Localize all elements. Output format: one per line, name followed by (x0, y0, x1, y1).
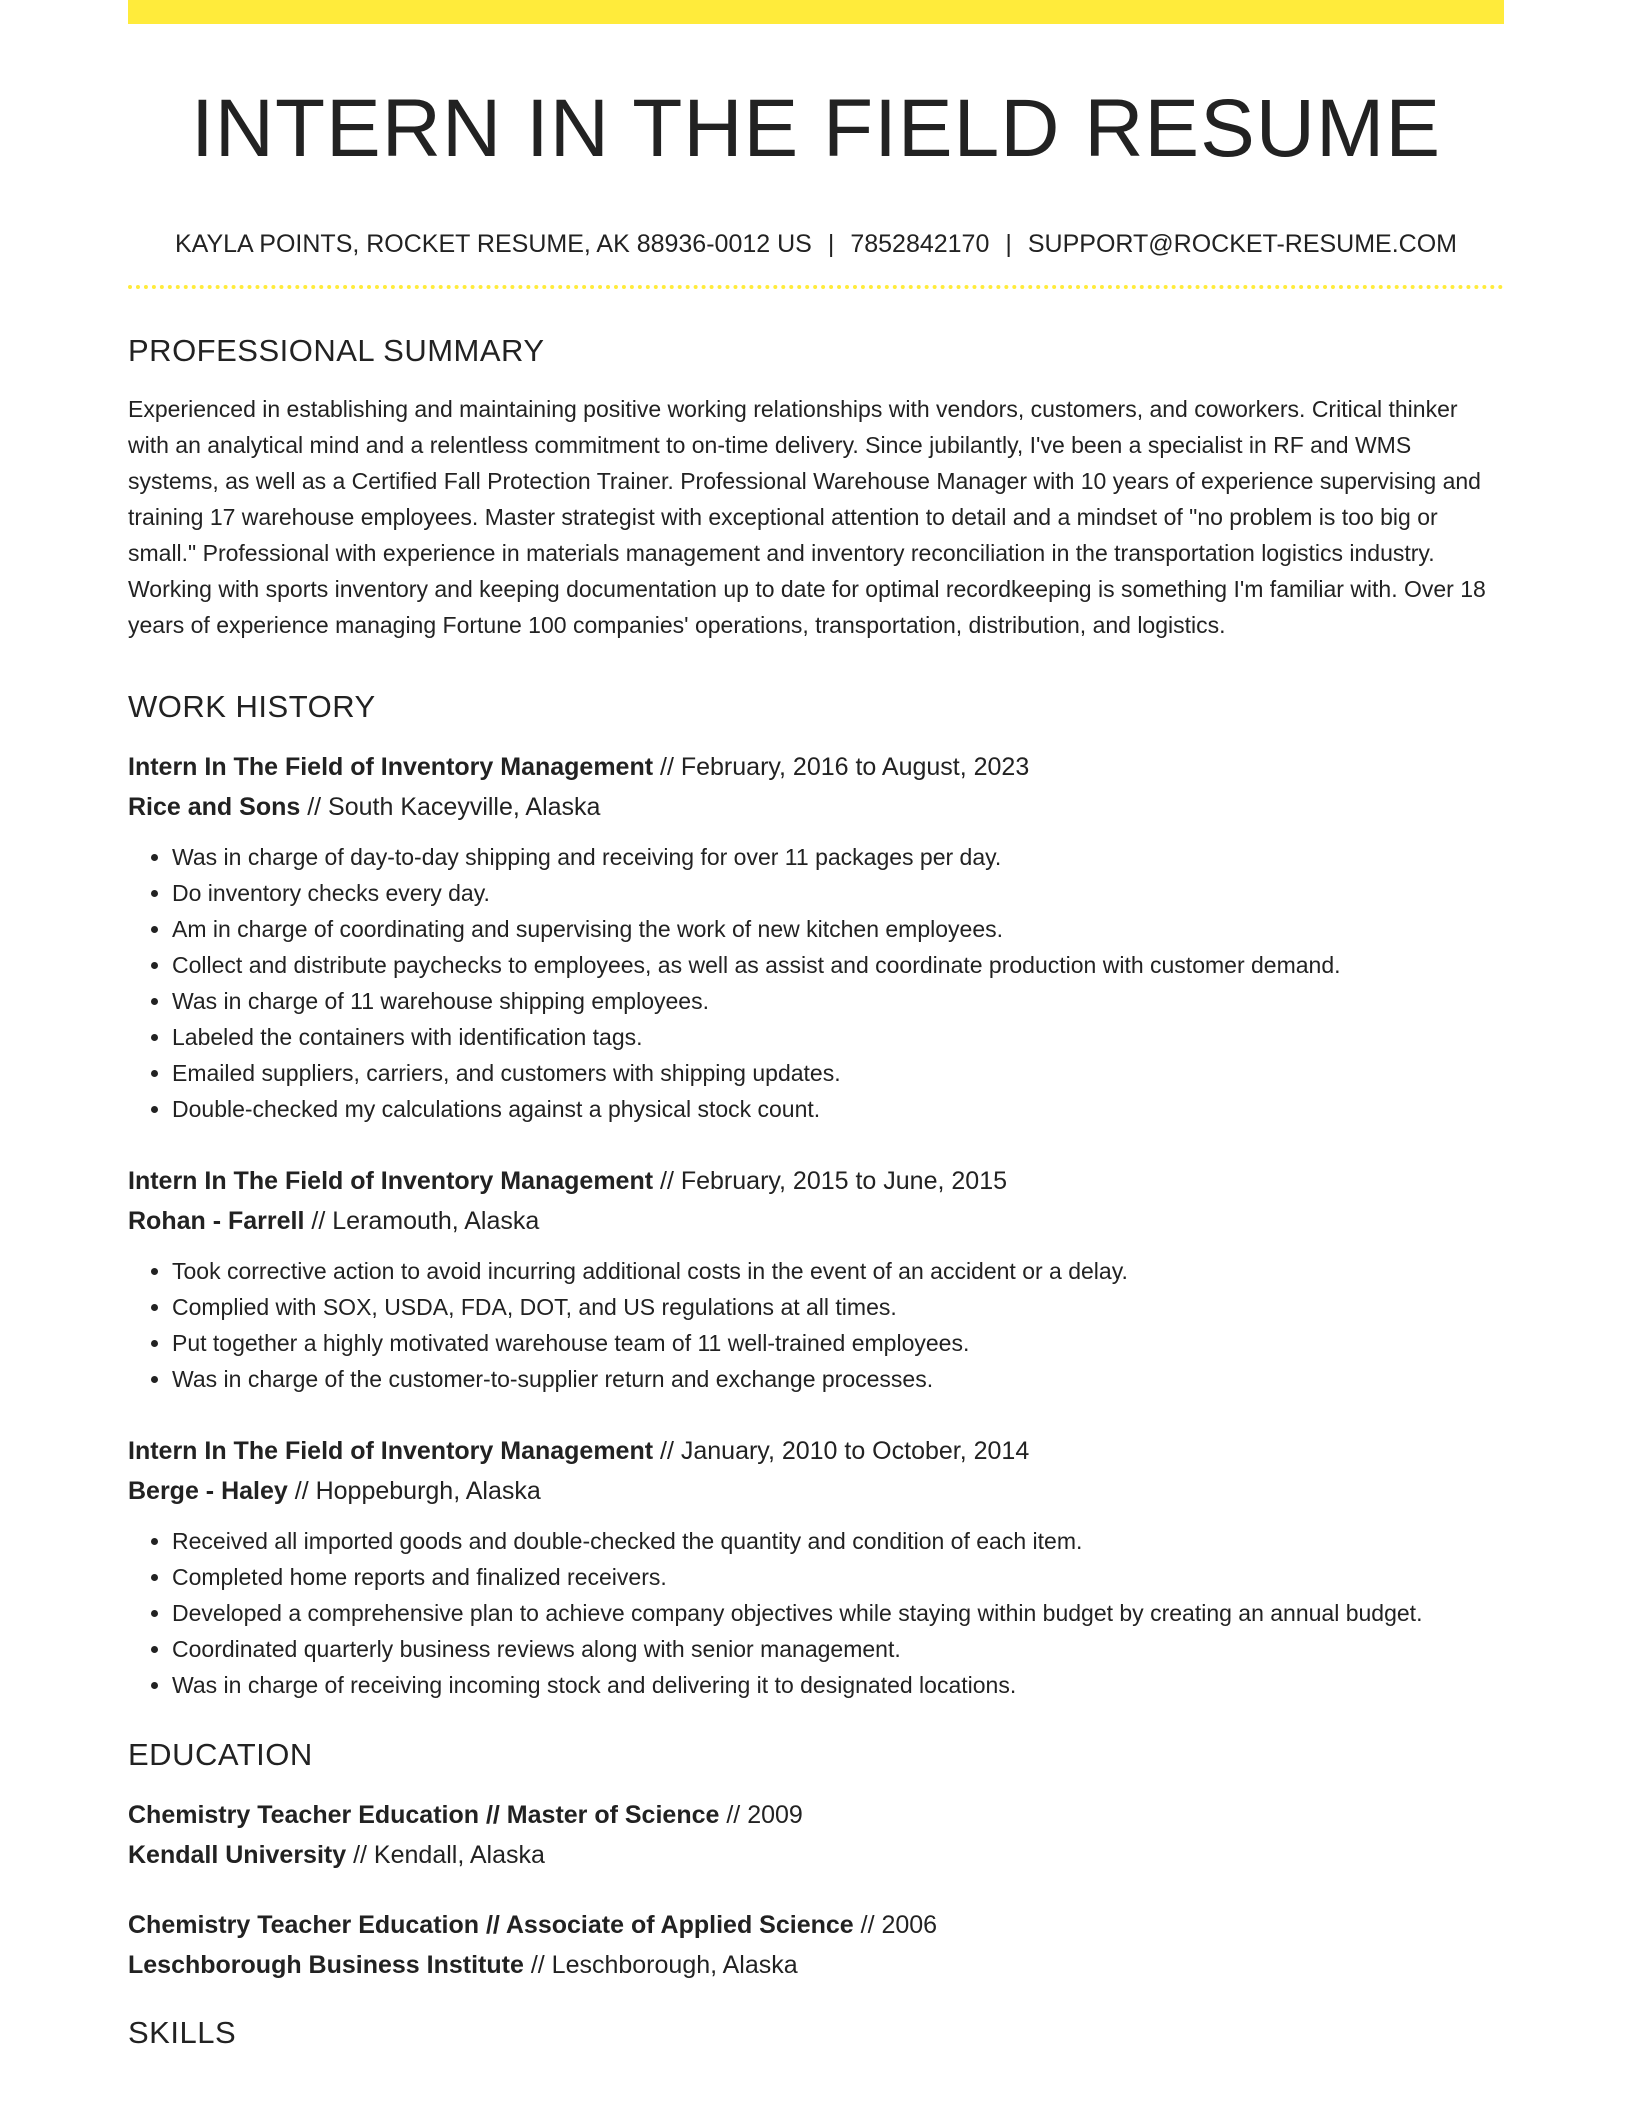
job-bullet: • Took corrective action to avoid incurring additional costs in the event of an accident or a delay. (172, 1253, 1504, 1289)
job-title-line (128, 747, 1504, 787)
job-bullet: • Was in charge of receiving incoming stock and delivering it to designated locations. (172, 1667, 1504, 1703)
job-title: Intern In The Field of Inventory Management (128, 1167, 654, 1196)
job-company: Berge - Haley (128, 1477, 288, 1506)
resume-title: INTERN IN THE FIELD RESUME (190, 83, 1442, 174)
education-degree-line (128, 1905, 1504, 1945)
job-dates: // February, 2016 to August, 2023 (660, 753, 1030, 782)
job-bullet: • Received all imported goods and double-checked the quantity and condition of each item. (172, 1523, 1504, 1559)
education-degree: Chemistry Teacher Education // Master of Science (128, 1801, 720, 1830)
contact-separator: | (1005, 230, 1012, 259)
job-bullet: • Put together a highly motivated warehouse team of 11 well-trained employees. (172, 1325, 1504, 1361)
job-location: // Hoppeburgh, Alaska (294, 1477, 541, 1506)
job-bullet: • Developed a comprehensive plan to achieve company objectives while staying within budget by creating an annual budget. (172, 1595, 1504, 1631)
job-bullet: • Emailed suppliers, carriers, and customers with shipping updates. (172, 1055, 1504, 1091)
summary-text: Experienced in establishing and maintaining positive working relationships with vendors, customers, and coworkers. Critical thinker with an analytical mind and a relentless commitment to on-time delivery. Since jubilantly, I've been a specialist in RF and WMS systems, as well as a Certified Fall Protection Trainer. Professional Warehouse Manager with 10 years of experience supervising and training 17 warehouse employees. Master strategist with exceptional attention to detail and a mindset of "no problem is too big or small." Professional with experience in materials management and inventory reconciliation in the transportation logistics industry. Working with sports inventory and keeping documentation up to date for optimal recordkeeping is something I'm familiar with. Over 18 years of experience managing Fortune 100 companies' operations, transportation, distribution, and logistics. (128, 396, 1486, 639)
education-school-line (128, 1945, 1504, 1985)
work-history-list (128, 747, 1504, 1703)
education-school: Kendall University (128, 1841, 347, 1870)
contact-address: KAYLA POINTS, ROCKET RESUME, AK 88936-0012 US (174, 230, 812, 259)
job-title: Intern In The Field of Inventory Management (128, 753, 654, 782)
job-bullets (128, 1253, 1504, 1397)
job-bullet: • Completed home reports and finalized receivers. (172, 1559, 1504, 1595)
contact-email: SUPPORT@ROCKET-RESUME.COM (1027, 230, 1458, 259)
job-bullets (128, 1523, 1504, 1703)
contact-separator: | (827, 230, 835, 259)
job-bullet: • Complied with SOX, USDA, FDA, DOT, and US regulations at all times. (172, 1289, 1504, 1325)
job-entry (128, 1161, 1504, 1397)
education-school-line (128, 1835, 1504, 1875)
job-location: // Leramouth, Alaska (311, 1207, 540, 1236)
job-title-line (128, 1431, 1504, 1471)
education-school: Leschborough Business Institute (128, 1951, 524, 1980)
dotted-divider (128, 285, 1504, 289)
job-dates: // January, 2010 to October, 2014 (660, 1437, 1030, 1466)
job-bullet: • Collect and distribute paychecks to employees, as well as assist and coordinate production with customer demand. (172, 947, 1504, 983)
job-bullet: • Am in charge of coordinating and supervising the work of new kitchen employees. (172, 911, 1504, 947)
job-bullet: • Labeled the containers with identification tags. (172, 1019, 1504, 1055)
education-location: // Kendall, Alaska (353, 1841, 545, 1870)
job-bullets (128, 839, 1504, 1127)
job-bullet: • Double-checked my calculations against a physical stock count. (172, 1091, 1504, 1127)
job-bullet: • Was in charge of the customer-to-supplier return and exchange processes. (172, 1361, 1504, 1397)
work-history-heading: WORK HISTORY (128, 689, 376, 725)
job-title-line (128, 1161, 1504, 1201)
job-bullet: • Do inventory checks every day. (172, 875, 1504, 911)
job-bullet: • Was in charge of 11 warehouse shipping employees. (172, 983, 1504, 1019)
job-title: Intern In The Field of Inventory Management (128, 1437, 654, 1466)
job-company: Rice and Sons (128, 793, 301, 822)
education-list (128, 1795, 1504, 1985)
job-company-line (128, 787, 1504, 827)
contact-line (128, 230, 1504, 259)
job-location: // South Kaceyville, Alaska (307, 793, 601, 822)
education-heading: EDUCATION (128, 1737, 313, 1773)
resume-page (128, 0, 1504, 2073)
job-company: Rohan - Farrell (128, 1207, 305, 1236)
summary-heading: PROFESSIONAL SUMMARY (128, 333, 545, 369)
contact-phone: 7852842170 (850, 230, 990, 259)
skills-heading: SKILLS (128, 2015, 237, 2051)
job-company-line (128, 1471, 1504, 1511)
education-entry (128, 1795, 1504, 1875)
education-entry (128, 1905, 1504, 1985)
job-bullet: • Was in charge of day-to-day shipping and receiving for over 11 packages per day. (172, 839, 1504, 875)
job-dates: // February, 2015 to June, 2015 (660, 1167, 1008, 1196)
job-company-line (128, 1201, 1504, 1241)
job-entry (128, 1431, 1504, 1703)
job-entry (128, 747, 1504, 1127)
education-degree-line (128, 1795, 1504, 1835)
education-degree: Chemistry Teacher Education // Associate of Applied Science (128, 1911, 854, 1940)
top-accent-bar (128, 0, 1504, 24)
education-year: // 2009 (726, 1801, 803, 1830)
job-bullet: • Coordinated quarterly business reviews along with senior management. (172, 1631, 1504, 1667)
education-location: // Leschborough, Alaska (530, 1951, 798, 1980)
education-year: // 2006 (860, 1911, 938, 1940)
